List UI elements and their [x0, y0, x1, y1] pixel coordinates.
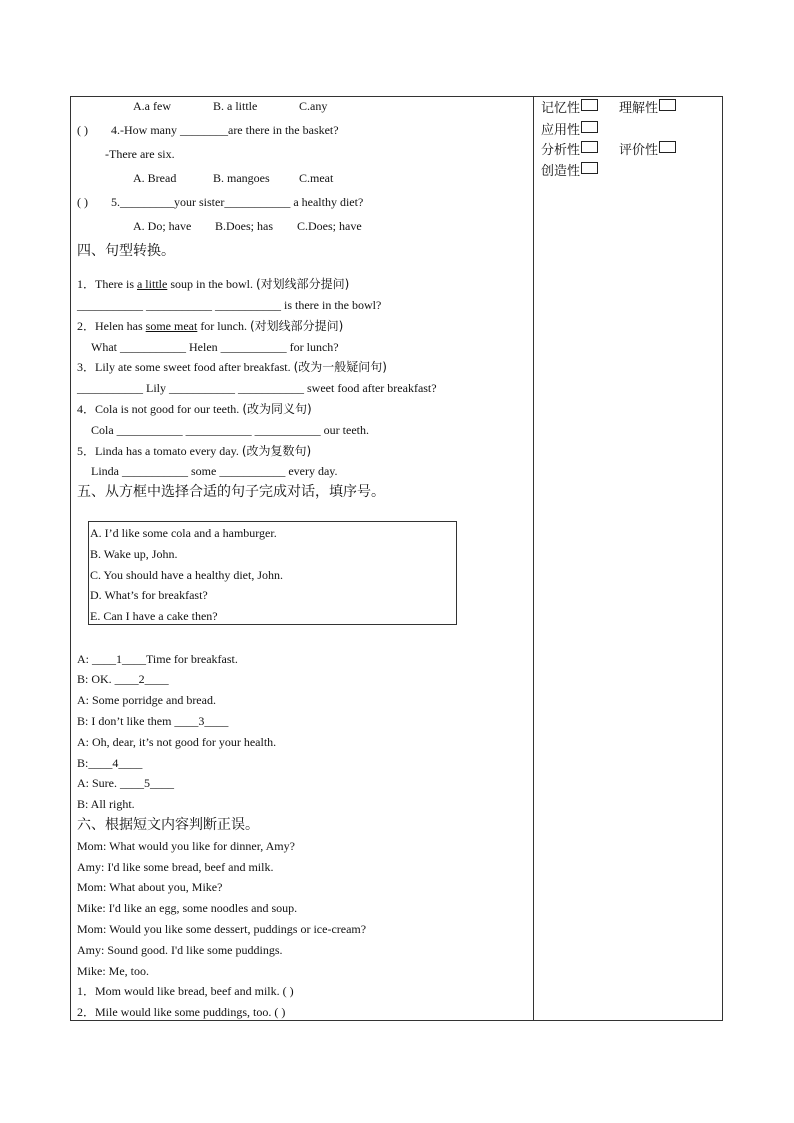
- passage-line: Mom: What would you like for dinner, Amy?: [77, 839, 295, 853]
- section5-title: 五、从方框中选择合适的句子完成对话，填序号。: [77, 484, 385, 500]
- s5-option-d: D. What’s for breakfast?: [90, 588, 208, 602]
- checkbox-icon[interactable]: [659, 141, 676, 153]
- tag-analysis: 分析性: [541, 141, 598, 159]
- q4-stem: 4.-How many ________are there in the basket?: [111, 123, 339, 137]
- q3-option-a: A.a few: [133, 99, 171, 113]
- q4-option-c: C.meat: [299, 171, 334, 185]
- s4-q2: 2．Helen has some meat for lunch. (对划线部分提问): [77, 319, 344, 333]
- q5-option-b: B.Does; has: [215, 219, 273, 233]
- s4-q1: 1．There is a little soup in the bowl. (对划线部分提问): [77, 277, 350, 291]
- dialogue-line: A: Oh, dear, it’s not good for your health.: [77, 735, 277, 749]
- s5-option-c: C. You should have a healthy diet, John.: [90, 568, 283, 582]
- s4-q3-blanks: ___________ Lily ___________ ___________ sweet food after breakfast?: [77, 381, 437, 395]
- dialogue-line: B: OK. ____2____: [77, 672, 169, 686]
- q4-answer: -There are six.: [105, 147, 175, 161]
- tag-creation: 创造性: [541, 162, 598, 180]
- dialogue-line: A: Sure. ____5____: [77, 776, 174, 790]
- s5-option-a: A. I’d like some cola and a hamburger.: [90, 526, 277, 540]
- passage-line: Amy: Sound good. I'd like some puddings.: [77, 943, 283, 957]
- section6-title: 六、根据短文内容判断正误。: [77, 817, 259, 833]
- section4-title: 四、句型转换。: [77, 243, 175, 259]
- s4-q2-blanks: What ___________ Helen ___________ for lunch?: [91, 340, 339, 354]
- q5-stem: 5._________your sister___________ a healthy diet?: [111, 195, 364, 209]
- passage-line: Mom: What about you, Mike?: [77, 880, 223, 894]
- q5-option-a: A. Do; have: [133, 219, 192, 233]
- dialogue-line: B: I don’t like them ____3____: [77, 714, 229, 728]
- checkbox-icon[interactable]: [581, 141, 598, 153]
- checkbox-icon[interactable]: [581, 121, 598, 133]
- q3-option-c: C.any: [299, 99, 328, 113]
- dialogue-line: A: ____1____Time for breakfast.: [77, 652, 238, 666]
- q5-option-c: C.Does; have: [297, 219, 362, 233]
- checkbox-icon[interactable]: [581, 162, 598, 174]
- q4-paren: ( ): [77, 123, 88, 137]
- s5-option-b: B. Wake up, John.: [90, 547, 178, 561]
- dialogue-line: A: Some porridge and bread.: [77, 693, 216, 707]
- tag-evaluation: 评价性: [619, 141, 676, 159]
- s4-q4: 4．Cola is not good for our teeth. (改为同义句): [77, 402, 312, 416]
- checkbox-icon[interactable]: [659, 99, 676, 111]
- s4-q4-blanks: Cola ___________ ___________ ___________ our teeth.: [91, 423, 369, 437]
- s5-option-e: E. Can I have a cake then?: [90, 609, 218, 623]
- passage-line: Mike: Me, too.: [77, 964, 149, 978]
- s4-q5-blanks: Linda ___________ some ___________ every day.: [91, 464, 338, 478]
- s4-q1-blanks: ___________ ___________ ___________ is there in the bowl?: [77, 298, 382, 312]
- tag-memory: 记忆性: [541, 99, 598, 117]
- q4-option-a: A. Bread: [133, 171, 177, 185]
- tf-question: 1．Mom would like bread, beef and milk. ( ): [77, 984, 294, 998]
- column-divider: [533, 96, 534, 1021]
- s4-q5: 5．Linda has a tomato every day. (改为复数句): [77, 444, 312, 458]
- checkbox-icon[interactable]: [581, 99, 598, 111]
- q5-paren: ( ): [77, 195, 88, 209]
- q4-option-b: B. mangoes: [213, 171, 270, 185]
- q3-option-b: B. a little: [213, 99, 258, 113]
- tf-question: 2．Mile would like some puddings, too. ( ): [77, 1005, 286, 1019]
- dialogue-line: B:____4____: [77, 756, 143, 770]
- s4-q3: 3．Lily ate some sweet food after breakfast. (改为一般疑问句): [77, 360, 387, 374]
- passage-line: Mom: Would you like some dessert, puddings or ice-cream?: [77, 922, 367, 936]
- passage-line: Amy: I'd like some bread, beef and milk.: [77, 860, 274, 874]
- tag-application: 应用性: [541, 121, 598, 139]
- dialogue-line: B: All right.: [77, 797, 135, 811]
- tag-understanding: 理解性: [619, 99, 676, 117]
- passage-line: Mike: I'd like an egg, some noodles and soup.: [77, 901, 298, 915]
